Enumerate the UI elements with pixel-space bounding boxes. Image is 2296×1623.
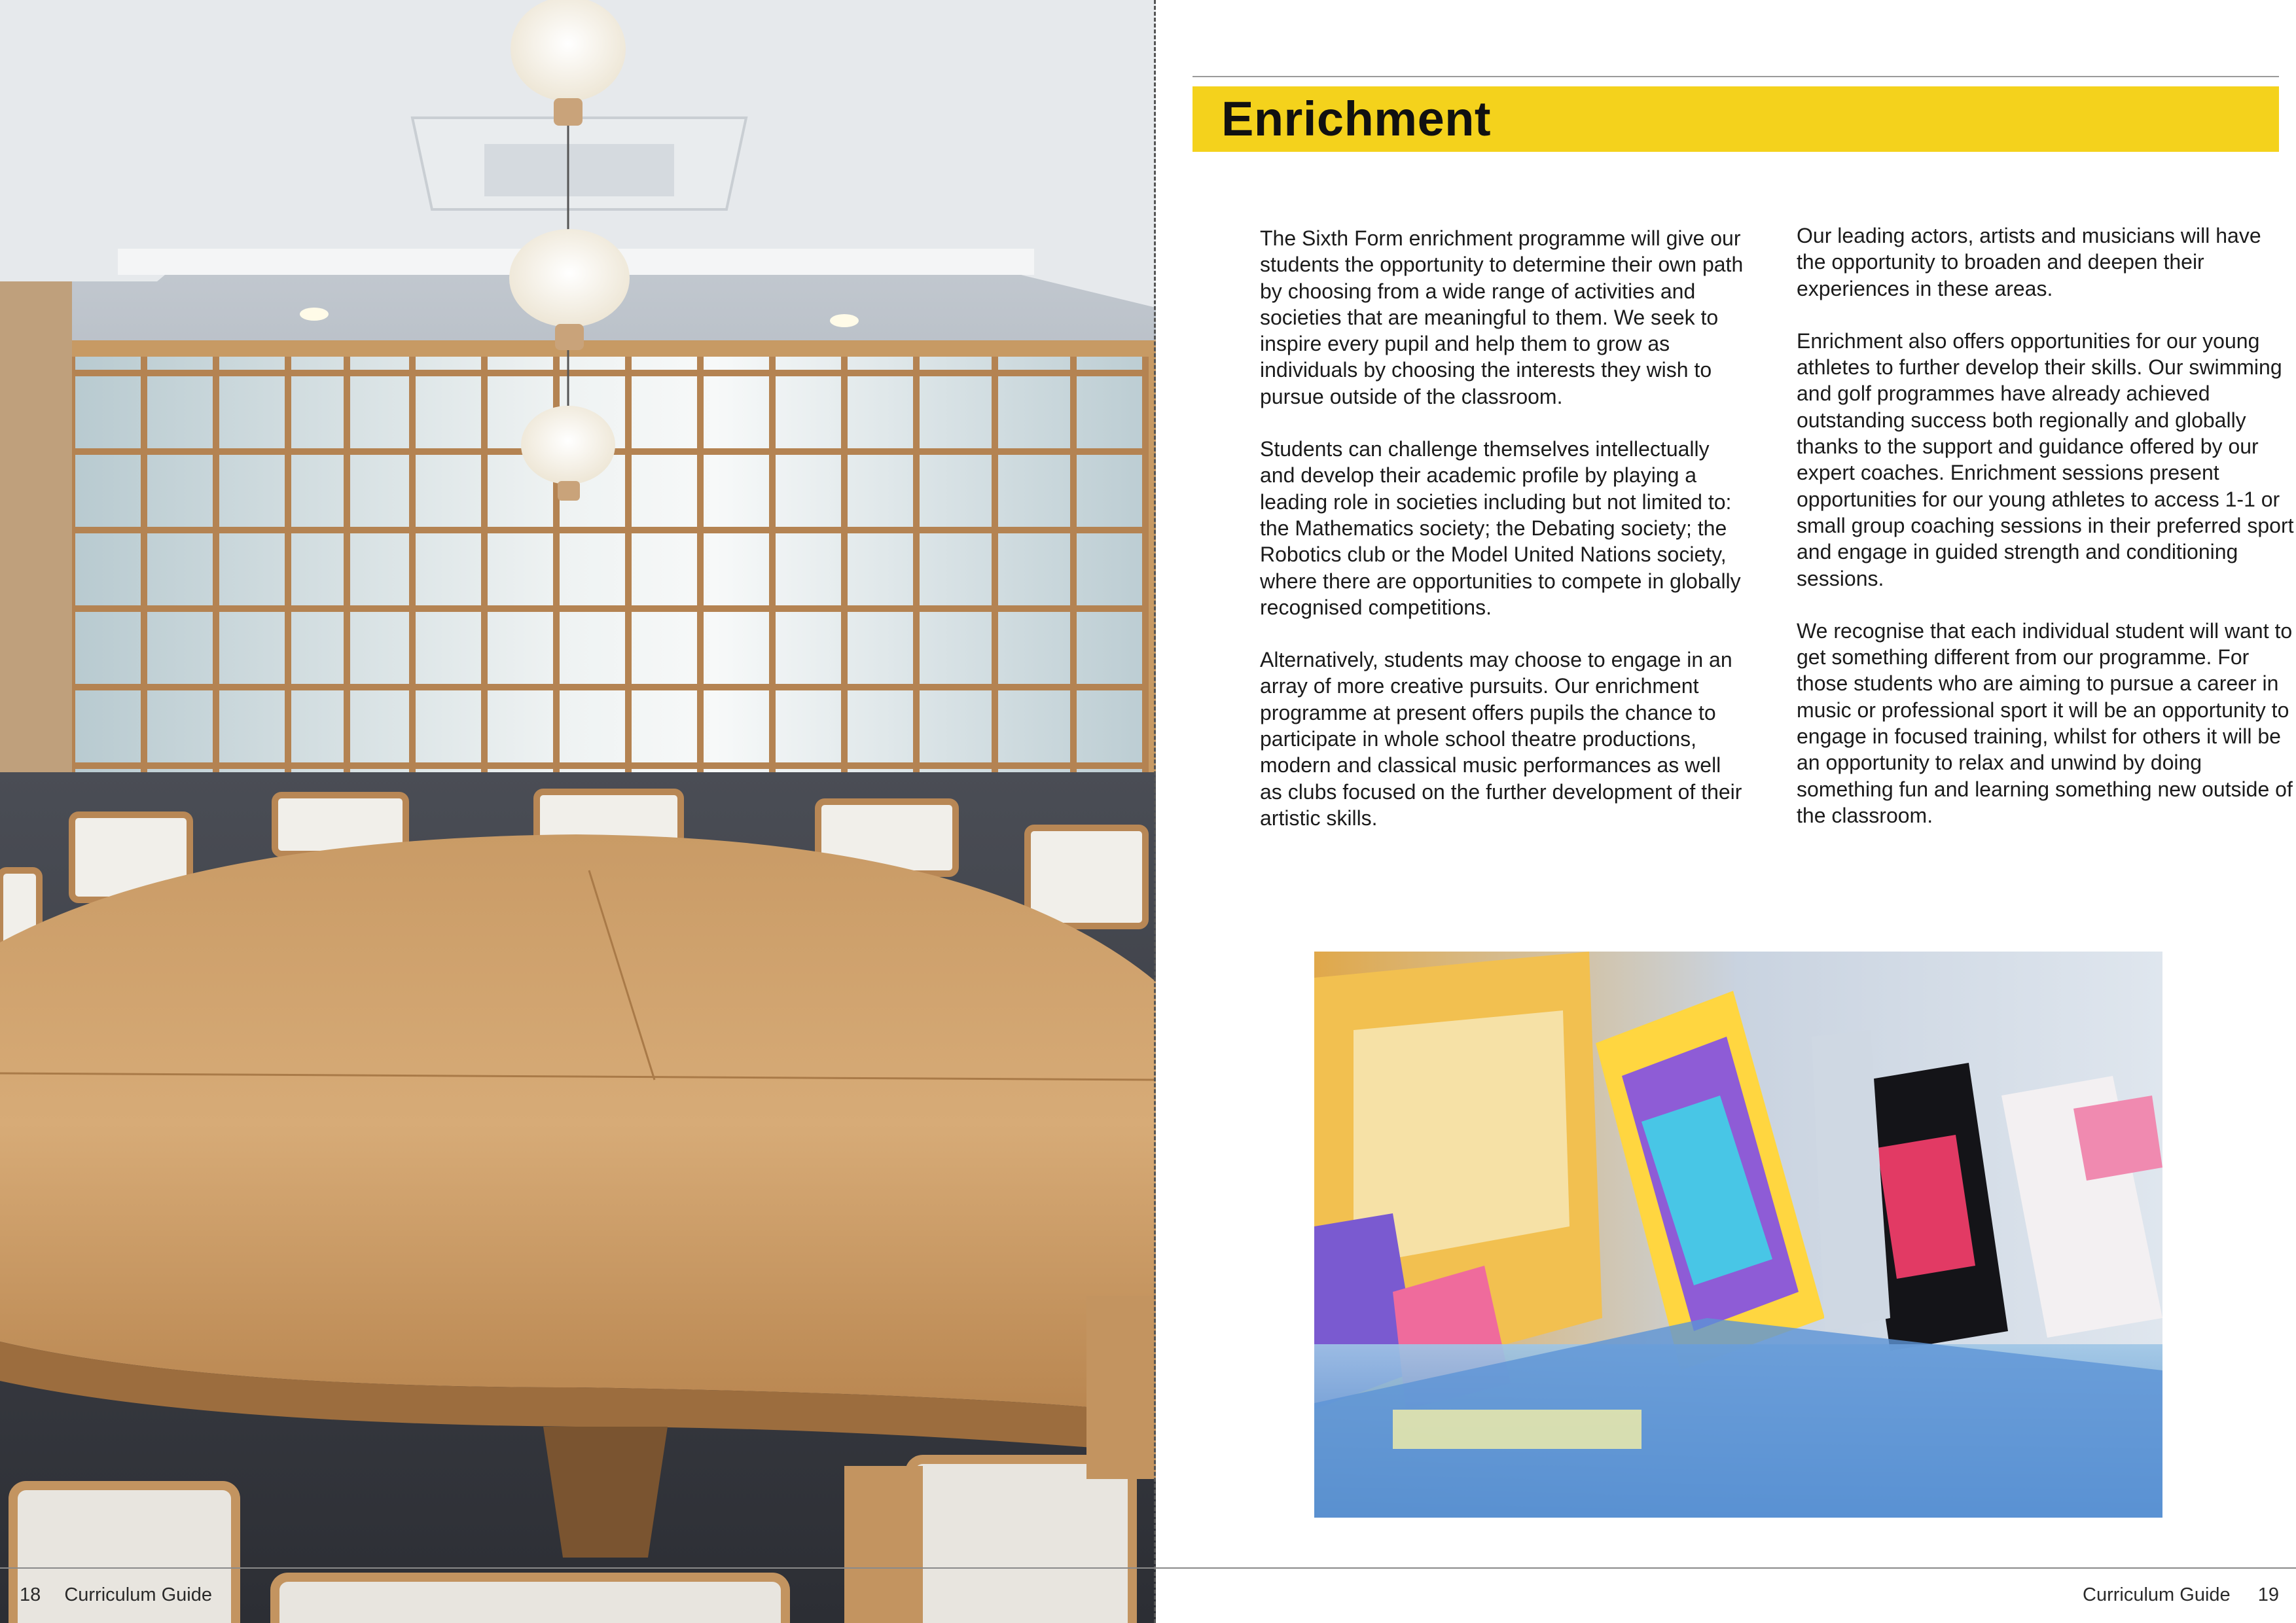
title-band <box>1193 86 2279 152</box>
footer-right <box>2083 1584 2279 1606</box>
footer-left <box>20 1584 212 1606</box>
paragraph: The Sixth Form enrichment programme will give our students the opportunity to determine their own path by choosing from a wide range of activities and societies that are meaningful to them. We seek to inspire every pupil and help them to grow as individuals by choosing the interests they wish to pursue outside of the classroom. <box>1260 226 1744 408</box>
page-number: 18 <box>20 1584 41 1605</box>
text-column-left <box>1260 225 1744 857</box>
footer-label: Curriculum Guide <box>2083 1584 2231 1605</box>
text-column-right <box>1797 223 2294 855</box>
footer-rule <box>0 1567 2296 1569</box>
page-title: Enrichment <box>1221 92 1492 146</box>
paragraph: Our leading actors, artists and musicians will have the opportunity to broaden and deepen their experiences in these areas. <box>1797 224 2261 300</box>
books-photo <box>1314 952 2162 1518</box>
footer-label: Curriculum Guide <box>64 1584 212 1605</box>
paragraph: Enrichment also offers opportunities for our young athletes to further develop their skills. Our swimming and golf programmes have already achieved outstanding success both regionally and globally thanks to the support and guidance offered by our expert coaches. Enrichment sessions present opportunities for our young athletes to access 1-1 or small group coaching sessions in their preferred sport and engage in guided strength and conditioning sessions. <box>1797 329 2294 590</box>
paragraph: Students can challenge themselves intellectually and develop their academic profile by playing a leading role in societies including but not limited to: the Mathematics society; the Debating society; the Robotics club or the Model United Nations society, where there are opportunities to compete in globally recognised competitions. <box>1260 437 1741 619</box>
top-rule <box>1193 76 2279 77</box>
page-number: 19 <box>2257 1584 2279 1605</box>
paragraph: We recognise that each individual student will want to get something different from our programme. For those students who are aiming to pursue a career in music or professional sport it will be an opportunity to engage in focused training, whilst for others it will be an opportunity to relax and unwind by doing something fun and learning something new outside of the classroom. <box>1797 618 2293 827</box>
paragraph: Alternatively, students may choose to engage in an array of more creative pursuits. Our enrichment programme at present offers pupils the chance to participate in whole school theatre productions, modern and classical music performances as well as clubs focused on the further development of their artistic skills. <box>1260 648 1742 830</box>
spine-divider <box>1154 0 1156 1623</box>
